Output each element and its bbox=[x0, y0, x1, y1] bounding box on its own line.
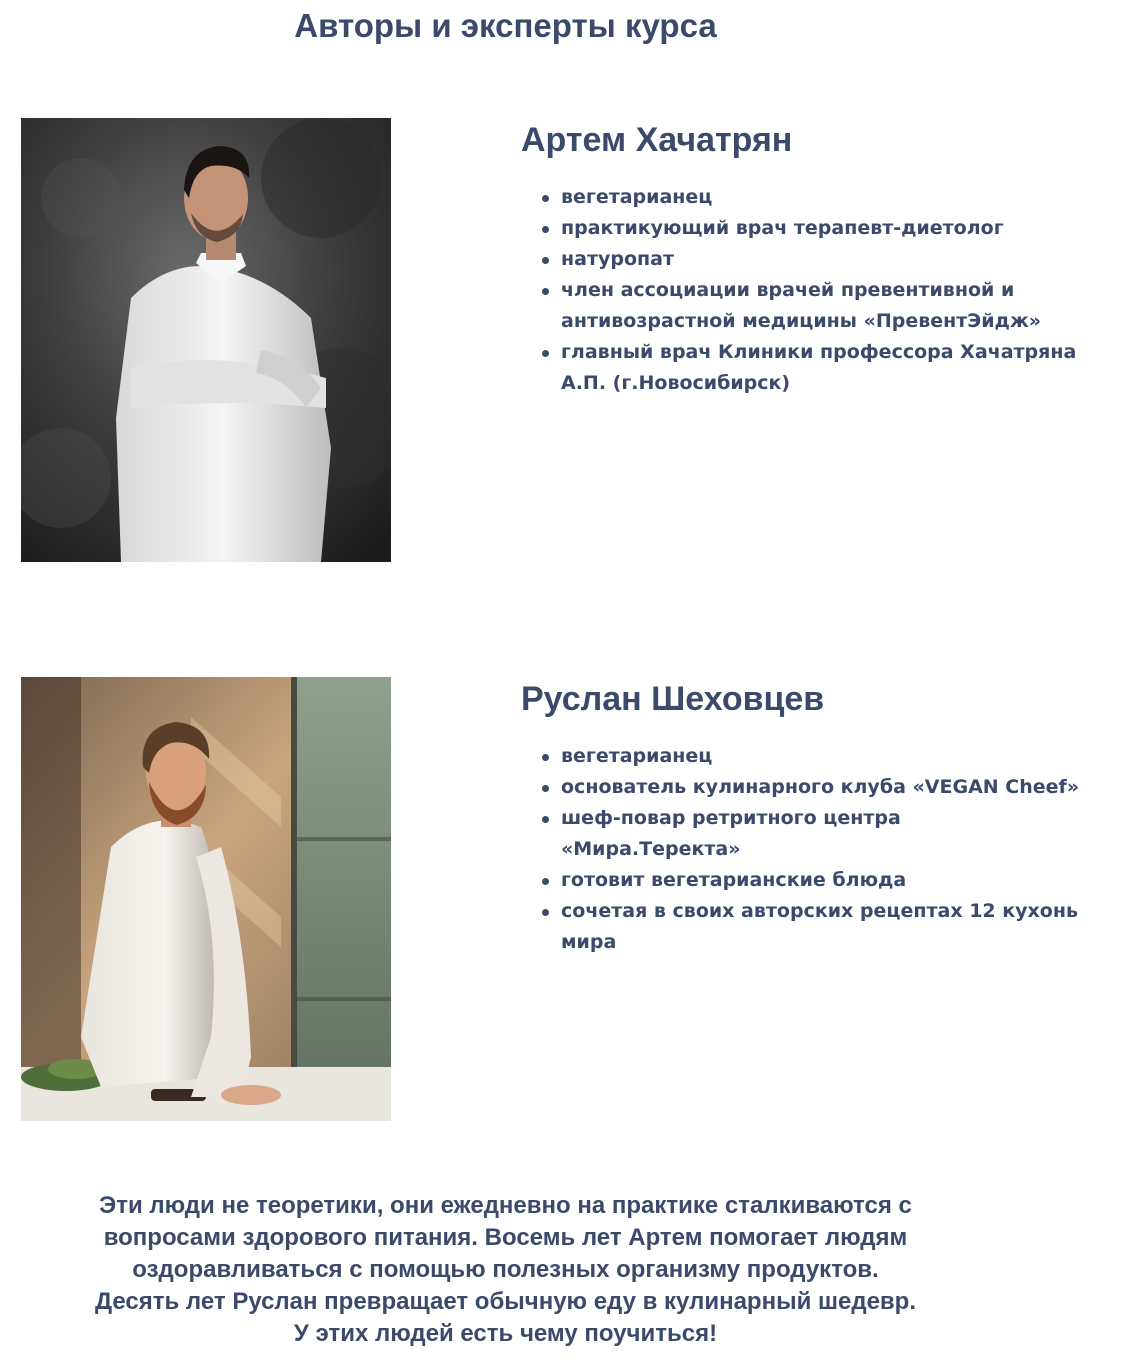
expert-info-shekhovtsev bbox=[521, 677, 1081, 958]
expert-info-khachatryan bbox=[521, 118, 1081, 399]
list-item: главный врач Клиники профессора Хачатряна А.П. (г.Новосибирск) bbox=[521, 337, 1081, 399]
closing-line: вопросами здорового питания. Восемь лет Артем помогает людям bbox=[103, 1224, 908, 1251]
list-item: вегетарианец bbox=[521, 182, 1081, 213]
section-title: Авторы и эксперты курса bbox=[294, 7, 717, 44]
list-item: вегетарианец bbox=[521, 741, 1081, 772]
list-item: натуропат bbox=[521, 244, 1081, 275]
closing-line: Десять лет Руслан превращает обычную еду в кулинарный шедевр. bbox=[94, 1288, 916, 1315]
list-item: сочетая в своих авторских рецептах 12 кухонь мира bbox=[521, 896, 1081, 958]
expert-photo-khachatryan bbox=[21, 118, 391, 562]
expert-facts-list bbox=[521, 741, 1081, 958]
expert-facts-list bbox=[521, 182, 1081, 399]
closing-line: Эти люди не теоретики, они ежедневно на практике сталкиваются с bbox=[99, 1192, 912, 1219]
closing-line: оздоравливаться с помощью полезных организму продуктов. bbox=[132, 1256, 879, 1283]
list-item: практикующий врач терапевт-диетолог bbox=[521, 213, 1081, 244]
expert-name: Руслан Шеховцев bbox=[521, 680, 825, 718]
expert-card-shekhovtsev bbox=[0, 677, 1121, 1121]
list-item: шеф-повар ретритного центра «Мира.Теректа» bbox=[521, 803, 1081, 865]
list-item: член ассоциации врачей превентивной и антивозрастной медицины «ПревентЭйдж» bbox=[521, 275, 1081, 337]
expert-card-khachatryan bbox=[0, 118, 1121, 562]
expert-photo-shekhovtsev bbox=[21, 677, 391, 1121]
closing-line: У этих людей есть чему поучиться! bbox=[293, 1320, 718, 1347]
list-item: готовит вегетарианские блюда bbox=[521, 865, 1081, 896]
closing-statement bbox=[0, 1190, 1011, 1350]
list-item: основатель кулинарного клуба «VEGAN Cheef» bbox=[521, 772, 1081, 803]
expert-name: Артем Хачатрян bbox=[521, 121, 793, 159]
